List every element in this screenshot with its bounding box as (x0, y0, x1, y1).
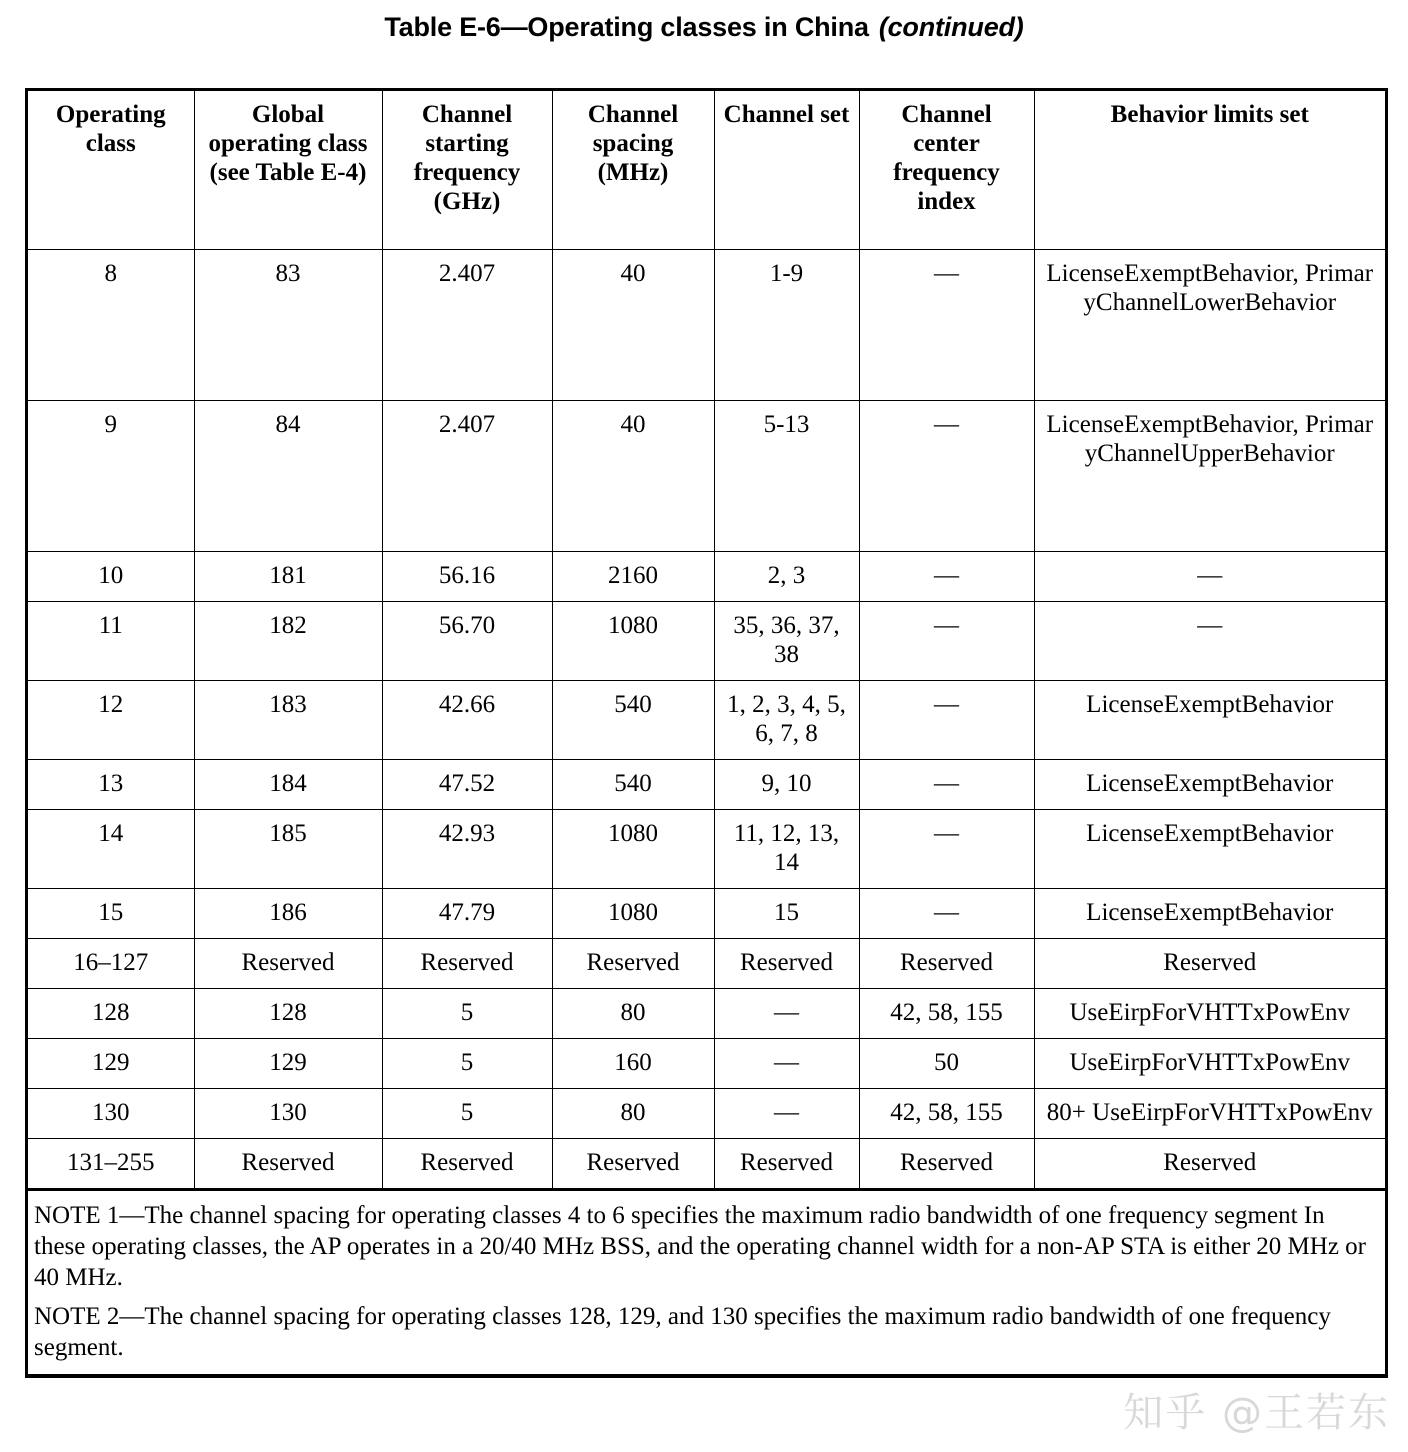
cell-channel-set: 35, 36, 37, 38 (714, 601, 859, 680)
cell-channel-set: 11, 12, 13, 14 (714, 809, 859, 888)
cell-center-freq-index: Reserved (859, 1138, 1034, 1189)
cell-center-freq-index: — (859, 888, 1034, 938)
cell-operating-class: 128 (28, 988, 194, 1038)
cell-start-freq: 56.70 (382, 601, 552, 680)
cell-global-class: 181 (194, 551, 382, 601)
cell-spacing: 40 (552, 400, 714, 551)
cell-start-freq: 47.52 (382, 759, 552, 809)
cell-center-freq-index: — (859, 809, 1034, 888)
note-1: NOTE 1—The channel spacing for operating classes 4 to 6 specifies the maximum radio bandwidth of one frequency segment In these operating classes, the AP operates in a 20/40 MHz BSS, and the operating channel width for a non-AP STA is either 20 MHz or 40 MHz. (34, 1201, 1366, 1291)
watermark: 知乎 @王若东 (1123, 1390, 1390, 1436)
table-row (28, 809, 1385, 888)
cell-start-freq: 47.79 (382, 888, 552, 938)
cell-center-freq-index: — (859, 551, 1034, 601)
cell-start-freq: 2.407 (382, 400, 552, 551)
cell-spacing: 80 (552, 988, 714, 1038)
cell-global-class: 83 (194, 249, 382, 400)
column-header-operating-class: Operating class (28, 91, 194, 249)
cell-spacing: 540 (552, 759, 714, 809)
cell-operating-class: 10 (28, 551, 194, 601)
cell-channel-set: 1-9 (714, 249, 859, 400)
cell-spacing: 1080 (552, 809, 714, 888)
cell-start-freq: 5 (382, 988, 552, 1038)
cell-behavior: LicenseExemptBehavior (1034, 888, 1385, 938)
cell-behavior: LicenseExemptBehavior, PrimaryChannelUpperBehavior (1034, 400, 1385, 551)
cell-global-class: 84 (194, 400, 382, 551)
cell-behavior: LicenseExemptBehavior, PrimaryChannelLowerBehavior (1034, 249, 1385, 400)
cell-start-freq: 5 (382, 1088, 552, 1138)
column-header-channel-starting-frequency: Channel starting frequency (GHz) (382, 91, 552, 249)
cell-start-freq: 42.66 (382, 680, 552, 759)
column-header-behavior-limits-set: Behavior limits set (1034, 91, 1385, 249)
cell-operating-class: 11 (28, 601, 194, 680)
cell-operating-class: 8 (28, 249, 194, 400)
column-header-channel-spacing: Channel spacing (MHz) (552, 91, 714, 249)
cell-center-freq-index: — (859, 680, 1034, 759)
cell-spacing: Reserved (552, 1138, 714, 1189)
cell-spacing: 40 (552, 249, 714, 400)
table-row (28, 988, 1385, 1038)
cell-spacing: 160 (552, 1038, 714, 1088)
cell-global-class: 185 (194, 809, 382, 888)
cell-operating-class: 13 (28, 759, 194, 809)
cell-behavior: Reserved (1034, 1138, 1385, 1189)
cell-channel-set: 9, 10 (714, 759, 859, 809)
cell-channel-set: — (714, 1088, 859, 1138)
cell-center-freq-index: 42, 58, 155 (859, 1088, 1034, 1138)
cell-center-freq-index: — (859, 249, 1034, 400)
cell-spacing: 2160 (552, 551, 714, 601)
table-body (28, 249, 1385, 1374)
cell-start-freq: 42.93 (382, 809, 552, 888)
table-row (28, 680, 1385, 759)
table-header (28, 91, 1385, 249)
cell-start-freq: Reserved (382, 938, 552, 988)
cell-behavior: — (1034, 551, 1385, 601)
cell-behavior: LicenseExemptBehavior (1034, 809, 1385, 888)
cell-global-class: 128 (194, 988, 382, 1038)
cell-behavior: Reserved (1034, 938, 1385, 988)
cell-behavior: LicenseExemptBehavior (1034, 759, 1385, 809)
cell-channel-set: 15 (714, 888, 859, 938)
cell-operating-class: 14 (28, 809, 194, 888)
cell-global-class: 183 (194, 680, 382, 759)
cell-spacing: Reserved (552, 938, 714, 988)
cell-behavior: 80+ UseEirpForVHTTxPowEnv (1034, 1088, 1385, 1138)
cell-spacing: 540 (552, 680, 714, 759)
table-row (28, 938, 1385, 988)
cell-behavior: UseEirpForVHTTxPowEnv (1034, 988, 1385, 1038)
column-header-global-operating-class: Global operating class (see Table E-4) (194, 91, 382, 249)
cell-global-class: Reserved (194, 1138, 382, 1189)
cell-channel-set: Reserved (714, 1138, 859, 1189)
cell-channel-set: 2, 3 (714, 551, 859, 601)
cell-global-class: 129 (194, 1038, 382, 1088)
operating-classes-table-container (25, 88, 1388, 1378)
cell-start-freq: 2.407 (382, 249, 552, 400)
cell-operating-class: 15 (28, 888, 194, 938)
cell-start-freq: Reserved (382, 1138, 552, 1189)
cell-operating-class: 131–255 (28, 1138, 194, 1189)
table-row (28, 601, 1385, 680)
table-notes (28, 1189, 1385, 1374)
cell-operating-class: 16–127 (28, 938, 194, 988)
cell-global-class: 186 (194, 888, 382, 938)
cell-global-class: 184 (194, 759, 382, 809)
cell-operating-class: 129 (28, 1038, 194, 1088)
cell-global-class: 182 (194, 601, 382, 680)
cell-channel-set: 5-13 (714, 400, 859, 551)
note-2: NOTE 2—The channel spacing for operating classes 128, 129, and 130 specifies the maximum radio bandwidth of one frequency segment. (34, 1302, 1331, 1361)
cell-operating-class: 9 (28, 400, 194, 551)
cell-global-class: 130 (194, 1088, 382, 1138)
table-title-main: Table E-6—Operating classes in China (384, 12, 869, 42)
cell-spacing: 1080 (552, 888, 714, 938)
cell-spacing: 80 (552, 1088, 714, 1138)
cell-center-freq-index: — (859, 759, 1034, 809)
table-row (28, 551, 1385, 601)
cell-start-freq: 5 (382, 1038, 552, 1088)
cell-start-freq: 56.16 (382, 551, 552, 601)
column-header-channel-center-frequency-index: Channel center frequency index (859, 91, 1034, 249)
table-row (28, 1138, 1385, 1189)
cell-channel-set: Reserved (714, 938, 859, 988)
page-title (0, 0, 1408, 49)
table-row (28, 249, 1385, 400)
cell-center-freq-index: 50 (859, 1038, 1034, 1088)
cell-center-freq-index: — (859, 601, 1034, 680)
cell-spacing: 1080 (552, 601, 714, 680)
cell-center-freq-index: Reserved (859, 938, 1034, 988)
table-row (28, 888, 1385, 938)
cell-channel-set: — (714, 1038, 859, 1088)
cell-behavior: LicenseExemptBehavior (1034, 680, 1385, 759)
cell-center-freq-index: 42, 58, 155 (859, 988, 1034, 1038)
cell-behavior: — (1034, 601, 1385, 680)
table-row (28, 400, 1385, 551)
table-row (28, 1088, 1385, 1138)
table-title-continued: (continued) (878, 12, 1024, 42)
table-row (28, 1038, 1385, 1088)
table-row (28, 759, 1385, 809)
cell-center-freq-index: — (859, 400, 1034, 551)
cell-operating-class: 12 (28, 680, 194, 759)
cell-global-class: Reserved (194, 938, 382, 988)
cell-channel-set: 1, 2, 3, 4, 5, 6, 7, 8 (714, 680, 859, 759)
table-header-row (28, 91, 1385, 249)
cell-channel-set: — (714, 988, 859, 1038)
cell-operating-class: 130 (28, 1088, 194, 1138)
table-notes-row (28, 1189, 1385, 1374)
column-header-channel-set: Channel set (714, 91, 859, 249)
operating-classes-table (28, 91, 1385, 1375)
cell-behavior: UseEirpForVHTTxPowEnv (1034, 1038, 1385, 1088)
